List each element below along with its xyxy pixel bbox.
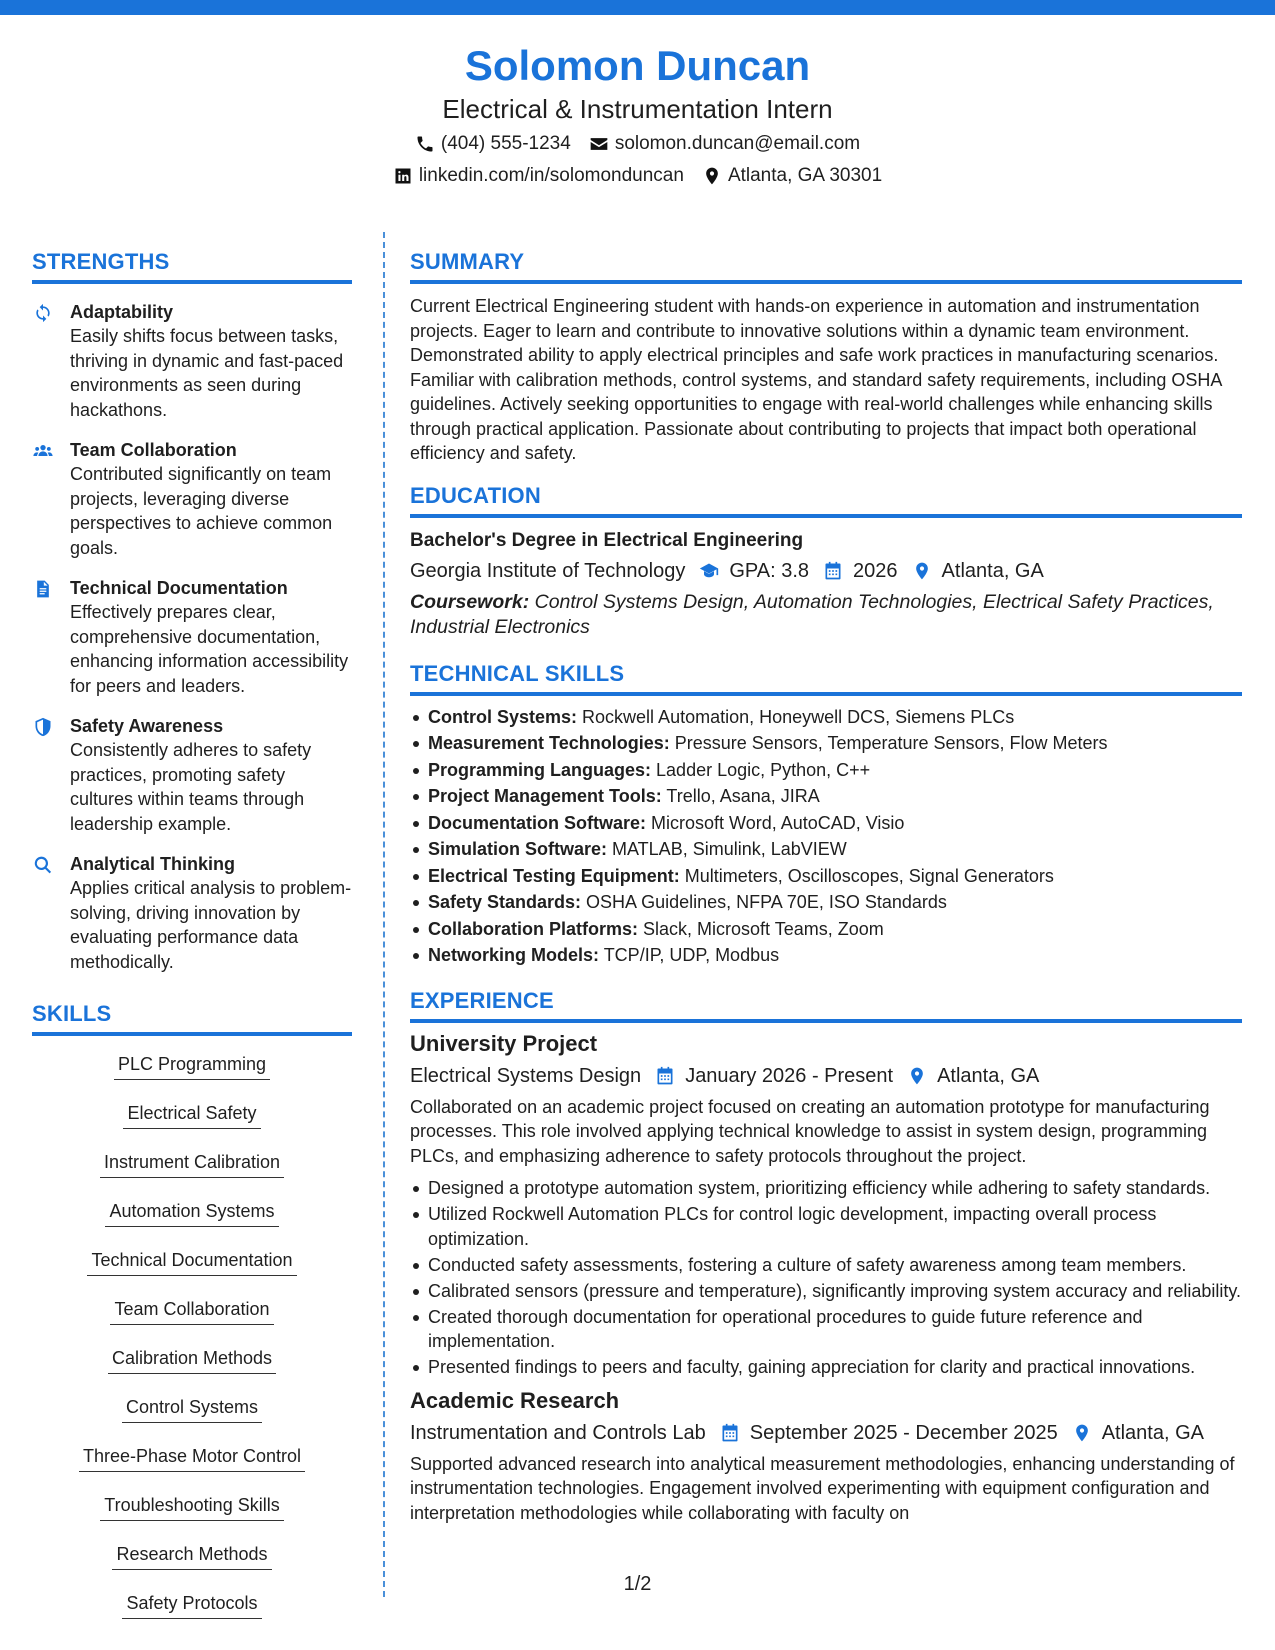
calendar-icon: [823, 561, 843, 581]
skill-values: OSHA Guidelines, NFPA 70E, ISO Standards: [581, 892, 947, 912]
skill-category: Measurement Technologies:: [428, 733, 670, 753]
skill-tag: Technical Documentation: [87, 1248, 296, 1276]
experience-desc: Supported advanced research into analytical measurement methodologies, enhancing understanding of instrumentation technologies. Engagement involved experimenting with equipment configuration and interpretation methodologies while collaborating with faculty on: [410, 1453, 1235, 1523]
technical-skills-section: [410, 660, 1242, 969]
list-item: [410, 836, 1242, 863]
list-item: [410, 730, 1242, 757]
skill-tag: Automation Systems: [105, 1199, 278, 1227]
calendar-icon: [655, 1066, 675, 1086]
skill-tag: Instrument Calibration: [100, 1150, 284, 1178]
search-icon: [32, 855, 54, 875]
location-pin-icon: [907, 1066, 927, 1086]
list-item: [410, 810, 1242, 837]
users-icon: [32, 441, 54, 461]
education-section: [410, 482, 1242, 640]
phone-text: (404) 555-1234: [440, 133, 571, 154]
linkedin-contact[interactable]: [393, 162, 684, 190]
skill-values: Ladder Logic, Python, C++: [651, 759, 871, 780]
phone-icon: [415, 134, 435, 154]
skill-category: Project Management Tools:: [428, 786, 662, 806]
strength-desc: Effectively prepares clear, comprehensive documentation, enhancing information accessibility for peers and leaders.: [70, 602, 349, 696]
strength-item: [32, 714, 352, 836]
school-name: Georgia Institute of Technology: [410, 559, 686, 582]
skills-heading: SKILLS: [32, 1000, 352, 1036]
location-pin-icon: [1072, 1423, 1092, 1443]
page-number: 1/2: [623, 1573, 652, 1595]
skill-values: Rockwell Automation, Honeywell DCS, Siemens PLCs: [577, 706, 1015, 727]
list-item: Presented findings to peers and faculty, gaining appreciation for clarity and practical innovations.: [410, 1355, 1242, 1380]
location-contact: [702, 162, 882, 190]
list-item: [410, 916, 1242, 943]
left-column: [32, 248, 352, 1632]
experience-org: Electrical Systems Design: [410, 1064, 642, 1087]
skill-category: Simulation Software:: [428, 839, 608, 859]
list-item: Conducted safety assessments, fostering a culture of safety awareness among team members.: [410, 1253, 1242, 1278]
technical-skills-heading: TECHNICAL SKILLS: [410, 660, 1242, 696]
list-item: [410, 757, 1242, 784]
list-item: Designed a prototype automation system, prioritizing efficiency while adhering to safety standards.: [410, 1176, 1242, 1201]
strength-item: [32, 438, 352, 560]
location-pin-icon: [702, 166, 722, 186]
strength-desc: Easily shifts focus between tasks, thriving in dynamic and fast-paced environments as seen during hackathons.: [70, 326, 344, 420]
skill-category: Documentation Software:: [428, 812, 647, 833]
location-pin-icon: [912, 561, 932, 581]
coursework: [410, 590, 1242, 640]
summary-text: Current Electrical Engineering student with hands-on experience in automation and instrumentation projects. Eager to learn and contribute to innovative solutions within a dynamic team environment. Demonstrated ability to apply electrical principles and safe work practices in manufacturing scenarios. Familiar with calibration methods, control systems, and standard safety requirements, including OSHA guidelines. Actively seeking opportunities to engage with real-world challenges while enhancing skills through practical application. Passionate about contributing to projects that impact both operational efficiency and safety.: [410, 296, 1222, 463]
skill-category: Control Systems:: [428, 706, 578, 727]
skill-category: Electrical Testing Equipment:: [428, 865, 680, 886]
strength-item: [32, 300, 352, 422]
skill-values: MATLAB, Simulink, LabVIEW: [607, 839, 847, 859]
coursework-label: Coursework:: [410, 590, 530, 613]
experience-entry: [410, 1029, 1242, 1380]
experience-location: Atlanta, GA: [1101, 1421, 1204, 1444]
strength-item: [32, 576, 352, 698]
linkedin-icon: [393, 166, 413, 186]
experience-meta: [410, 1061, 1242, 1091]
skill-tag: Safety Protocols: [122, 1591, 261, 1619]
strengths-heading: STRENGTHS: [32, 248, 352, 284]
education-location: Atlanta, GA: [941, 559, 1044, 582]
experience-entry: [410, 1386, 1242, 1526]
experience-bullets: [410, 1176, 1242, 1380]
skill-values: Multimeters, Oscilloscopes, Signal Generators: [679, 865, 1054, 886]
skill-tag: Electrical Safety: [123, 1101, 260, 1129]
shield-icon: [32, 717, 54, 737]
list-item: [410, 942, 1242, 969]
top-accent-bar: [0, 0, 1275, 15]
skill-values: Slack, Microsoft Teams, Zoom: [638, 918, 884, 939]
skill-tag: Three-Phase Motor Control: [79, 1444, 305, 1472]
strength-title: Adaptability: [70, 302, 174, 322]
envelope-icon: [589, 134, 609, 154]
experience-meta: [410, 1418, 1242, 1448]
list-item: [410, 704, 1242, 731]
skill-values: Microsoft Word, AutoCAD, Visio: [646, 812, 905, 833]
skill-category: Safety Standards:: [428, 892, 582, 912]
strength-desc: Applies critical analysis to problem-solving, driving innovation by evaluating performance data methodically.: [70, 878, 352, 972]
skill-category: Networking Models:: [428, 945, 600, 965]
candidate-role: Electrical & Instrumentation Intern: [442, 94, 833, 124]
strength-title: Safety Awareness: [70, 716, 224, 736]
degree-title: Bachelor's Degree in Electrical Engineering: [410, 529, 804, 551]
skill-values: Pressure Sensors, Temperature Sensors, Flow Meters: [669, 733, 1108, 753]
skill-tag: Team Collaboration: [110, 1297, 273, 1325]
skill-values: TCP/IP, UDP, Modbus: [599, 945, 780, 965]
column-divider: [383, 232, 385, 1597]
right-column: [410, 248, 1242, 1525]
linkedin-text: linkedin.com/in/solomonduncan: [418, 165, 684, 186]
experience-title: University Project: [410, 1030, 598, 1056]
candidate-name: Solomon Duncan: [464, 42, 811, 89]
strength-title: Technical Documentation: [70, 578, 288, 598]
strength-desc: Contributed significantly on team projects, leveraging diverse perspectives to achieve common goals.: [70, 464, 333, 558]
strength-title: Analytical Thinking: [70, 854, 236, 874]
experience-title: Academic Research: [410, 1387, 620, 1413]
list-item: [410, 863, 1242, 890]
graduation-year: 2026: [853, 559, 898, 582]
calendar-icon: [720, 1423, 740, 1443]
skill-category: Programming Languages:: [428, 759, 652, 780]
experience-desc: Collaborated on an academic project focused on creating an automation prototype for manufacturing processes. This role involved applying technical knowledge to assist in system design, programming PLCs, and emphasizing adherence to safety protocols throughout the project.: [410, 1096, 1210, 1166]
list-item: Created thorough documentation for operational procedures to guide future reference and implementation.: [410, 1305, 1242, 1354]
education-heading: EDUCATION: [410, 482, 1242, 518]
location-text: Atlanta, GA 30301: [727, 165, 883, 186]
summary-heading: SUMMARY: [410, 248, 1242, 284]
skill-tag: Control Systems: [122, 1395, 262, 1423]
strength-desc: Consistently adheres to safety practices, promoting safety cultures within teams through leadership example.: [70, 740, 312, 834]
technical-skills-list: [410, 704, 1242, 969]
skill-tag: Research Methods: [112, 1542, 271, 1570]
skill-category: Collaboration Platforms:: [428, 918, 639, 939]
strength-item: [32, 852, 352, 974]
skill-tags: [32, 1044, 352, 1632]
skill-tag: PLC Programming: [114, 1052, 270, 1080]
resume-header: [0, 40, 1275, 190]
document-icon: [32, 579, 54, 599]
list-item: Utilized Rockwell Automation PLCs for control logic development, impacting overall process optimization.: [410, 1202, 1242, 1251]
phone-contact: [415, 130, 571, 158]
experience-section: [410, 987, 1242, 1526]
sync-icon: [32, 303, 54, 323]
education-meta: [410, 556, 1242, 586]
strength-title: Team Collaboration: [70, 440, 237, 460]
skill-tag: Calibration Methods: [108, 1346, 276, 1374]
coursework-list: Control Systems Design, Automation Technologies, Electrical Safety Practices, Industrial Electronics: [410, 590, 1214, 638]
skill-tag: Troubleshooting Skills: [100, 1493, 283, 1521]
list-item: [410, 889, 1242, 916]
experience-org: Instrumentation and Controls Lab: [410, 1421, 706, 1444]
experience-heading: EXPERIENCE: [410, 987, 1242, 1023]
experience-location: Atlanta, GA: [937, 1064, 1040, 1087]
experience-dates: September 2025 - December 2025: [749, 1421, 1058, 1444]
list-item: Calibrated sensors (pressure and temperature), significantly improving system accuracy and reliability.: [410, 1279, 1242, 1304]
email-text: solomon.duncan@email.com: [614, 133, 861, 154]
experience-dates: January 2026 - Present: [685, 1064, 894, 1087]
contact-row-1: [0, 130, 1275, 158]
list-item: [410, 783, 1242, 810]
email-contact[interactable]: [589, 130, 860, 158]
contact-row-2: [0, 162, 1275, 190]
graduation-cap-icon: [699, 561, 719, 581]
skill-values: Trello, Asana, JIRA: [661, 786, 820, 806]
gpa-text: GPA: 3.8: [729, 559, 810, 582]
